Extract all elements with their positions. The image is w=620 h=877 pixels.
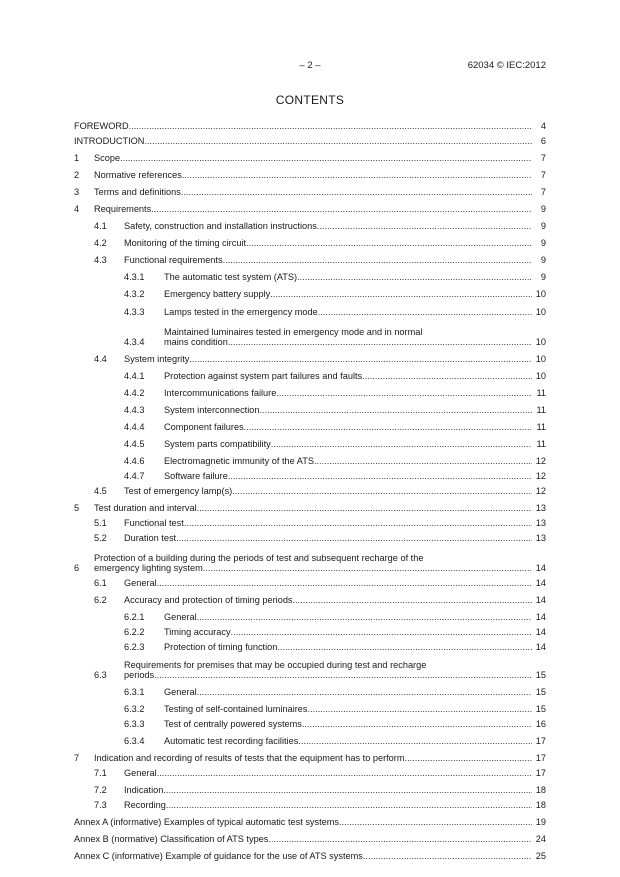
toc-entry[interactable] xyxy=(74,131,546,146)
toc-entry-title: Normative references xyxy=(94,169,182,180)
toc-entry-page: 15 xyxy=(535,687,546,698)
toc-entry-title: Test duration and interval xyxy=(94,503,197,514)
dot-leader xyxy=(260,405,533,415)
toc-entry-page: 11 xyxy=(536,439,546,450)
page-header xyxy=(74,60,546,74)
page-title: CONTENTS xyxy=(275,93,345,107)
toc-entry-title: Software failure xyxy=(164,471,228,482)
toc-entry-number: 6.2.1 xyxy=(124,612,145,623)
toc-entry-page: 15 xyxy=(535,669,546,680)
toc-entry-title: System parts compatibility xyxy=(164,439,271,450)
toc-entry-number: 4.4.1 xyxy=(124,370,145,381)
toc-entry-title-continued: emergency lighting system xyxy=(94,563,203,574)
toc-entry-title: Functional test xyxy=(124,518,184,529)
toc-entry-page: 11 xyxy=(536,387,546,398)
toc-entry-page: 4 xyxy=(540,120,546,131)
toc-entry[interactable] xyxy=(74,366,546,381)
toc-entry-title: Automatic test recording facilities xyxy=(164,736,299,747)
toc-entry[interactable] xyxy=(74,812,546,827)
toc-entry[interactable] xyxy=(74,199,546,214)
toc-entry-number: 4.4 xyxy=(94,353,107,364)
dot-leader xyxy=(197,503,532,513)
toc-entry[interactable] xyxy=(74,763,546,778)
toc-entry-number: 7 xyxy=(74,753,80,764)
dot-leader xyxy=(228,337,532,347)
toc-entry-number: 4 xyxy=(74,204,80,215)
toc-entry-number: 4.4.5 xyxy=(124,439,145,450)
toc-entry[interactable] xyxy=(74,652,546,680)
toc-entry-title: The automatic test system (ATS) xyxy=(164,272,298,283)
toc-entry[interactable] xyxy=(74,319,546,347)
toc-entry-number: 4.2 xyxy=(94,238,107,249)
toc-entry-number: 4.3.1 xyxy=(124,272,145,283)
dot-leader xyxy=(318,307,532,317)
toc-entry-title: Test of emergency lamp(s) xyxy=(124,486,233,497)
toc-entry-page: 10 xyxy=(535,289,546,300)
toc-entry-title: Duration test xyxy=(124,532,177,543)
toc-entry-page: 9 xyxy=(540,221,546,232)
toc-entry[interactable] xyxy=(74,699,546,714)
toc-entry-page: 11 xyxy=(536,422,546,433)
dot-leader xyxy=(176,533,532,543)
toc-entry-page: 13 xyxy=(535,503,546,514)
toc-entry-title: Indication and recording of results of tests that the equipment has to perform xyxy=(94,753,405,764)
dot-leader xyxy=(163,785,532,795)
toc-entry-title: Component failures xyxy=(164,422,244,433)
toc-entry-page: 9 xyxy=(540,204,546,215)
toc-entry-number: 4.3.3 xyxy=(124,306,145,317)
toc-entry-title: Test of centrally powered systems xyxy=(164,719,302,729)
toc-entry-title: System interconnection xyxy=(164,405,260,416)
toc-entry-page: 15 xyxy=(535,704,546,715)
toc-entry[interactable] xyxy=(74,513,546,528)
dot-leader xyxy=(362,371,532,381)
toc-entry-title: Emergency battery supply xyxy=(164,289,271,300)
toc-entry-title: FOREWORD xyxy=(74,120,129,131)
dot-leader xyxy=(120,153,532,163)
toc-entry-page: 6 xyxy=(540,135,546,146)
dot-leader xyxy=(182,170,532,180)
toc-entry[interactable] xyxy=(74,731,546,746)
toc-entry-page: 18 xyxy=(535,785,546,796)
dot-leader xyxy=(203,563,532,573)
dot-leader xyxy=(228,471,532,481)
toc-entry[interactable] xyxy=(74,607,546,622)
toc-entry[interactable] xyxy=(74,573,546,588)
toc-entry-number: 6.3 xyxy=(94,669,107,680)
dot-leader xyxy=(302,719,532,729)
toc-entry[interactable] xyxy=(74,349,546,364)
toc-entry-number: 5.2 xyxy=(94,532,107,543)
dot-leader xyxy=(157,578,532,588)
toc-entry-page: 18 xyxy=(535,800,546,811)
toc-entry[interactable] xyxy=(74,590,546,605)
toc-entry-page: 7 xyxy=(540,187,546,198)
toc-entry[interactable] xyxy=(74,116,546,131)
toc-entry-page: 7 xyxy=(540,152,546,163)
toc-entry-page: 14 xyxy=(535,563,546,574)
dot-leader xyxy=(405,753,532,763)
toc-entry-page: 11 xyxy=(536,405,546,416)
toc-entry-title: Protection of timing function xyxy=(164,641,278,652)
dot-leader xyxy=(181,187,532,197)
dot-leader xyxy=(197,687,532,697)
toc-entry-number: 5.1 xyxy=(94,518,107,529)
toc-entry-title: Annex B (normative) Classification of ATS types xyxy=(74,834,269,845)
toc-entry-page: 17 xyxy=(535,768,546,779)
dot-leader xyxy=(308,704,533,714)
toc-entry[interactable] xyxy=(74,302,546,317)
toc-entry-title: Annex C (informative) Example of guidance for the use of ATS systems xyxy=(74,851,363,862)
dot-leader xyxy=(244,422,532,432)
toc-entry-number: 6.1 xyxy=(94,578,107,589)
toc-entry[interactable] xyxy=(74,637,546,652)
toc-entry-number: 4.1 xyxy=(94,221,107,232)
dot-leader xyxy=(276,388,532,398)
toc-entry-page: 24 xyxy=(535,834,546,845)
toc-entry-number: 4.3.2 xyxy=(124,289,145,300)
toc-entry-title: General xyxy=(164,687,197,698)
toc-entry-number: 7.1 xyxy=(94,768,107,779)
toc-entry-number: 6 xyxy=(74,563,80,574)
toc-entry[interactable] xyxy=(74,383,546,398)
dot-leader xyxy=(154,670,532,680)
dot-leader xyxy=(339,817,532,827)
dot-leader xyxy=(144,136,532,146)
dot-leader xyxy=(271,439,532,449)
toc-entry-title: INTRODUCTION xyxy=(74,135,145,146)
toc-entry-number: 4.3 xyxy=(94,255,107,266)
toc-entry-number: 6.2.3 xyxy=(124,641,145,652)
toc-entry-title: Accuracy and protection of timing periods xyxy=(124,595,293,606)
toc-entry-title: Scope xyxy=(94,152,121,163)
toc-entry[interactable] xyxy=(74,829,546,844)
dot-leader xyxy=(277,642,532,652)
toc-entry-page: 19 xyxy=(535,817,546,828)
toc-entry[interactable] xyxy=(74,434,546,449)
toc-entry-title: Monitoring of the timing circuit xyxy=(124,238,247,249)
toc-entry-page: 12 xyxy=(535,471,546,482)
toc-entry-title: General xyxy=(124,578,157,589)
dot-leader xyxy=(231,627,532,637)
toc-entry[interactable] xyxy=(74,400,546,415)
toc-entry[interactable] xyxy=(74,216,546,231)
dot-leader xyxy=(293,595,532,605)
toc-entry[interactable] xyxy=(74,780,546,795)
toc-entry[interactable] xyxy=(74,714,546,729)
toc-entry-number: 4.3.4 xyxy=(124,336,145,347)
toc-entry[interactable] xyxy=(74,233,546,248)
toc-entry[interactable] xyxy=(74,182,546,197)
toc-entry-page: 9 xyxy=(540,255,546,266)
toc-entry-number: 3 xyxy=(74,187,80,198)
toc-entry-number: 1 xyxy=(74,152,80,163)
toc-entry-number: 4.4.4 xyxy=(124,422,145,433)
toc-entry-number: 6.3.4 xyxy=(124,736,145,747)
toc-entry-page: 10 xyxy=(535,353,546,364)
dot-leader xyxy=(189,354,532,364)
dot-leader xyxy=(317,221,532,231)
toc-entry-number: 2 xyxy=(74,169,80,180)
toc-entry[interactable] xyxy=(74,165,546,180)
toc-entry-title: Timing accuracy xyxy=(164,627,231,638)
dot-leader xyxy=(232,486,532,496)
toc-entry-number: 7.2 xyxy=(94,785,107,796)
toc-entry[interactable] xyxy=(74,451,546,466)
toc-entry-page: 17 xyxy=(535,736,546,747)
toc-entry[interactable] xyxy=(74,545,546,573)
toc-entry[interactable] xyxy=(74,682,546,697)
dot-leader xyxy=(363,851,532,861)
toc-entry-title-continued: mains condition xyxy=(164,336,228,347)
toc-entry-page: 9 xyxy=(540,238,546,249)
dot-leader xyxy=(166,800,532,810)
toc-entry-title: Requirements for premises that may be occupied during test and recharge xyxy=(124,659,427,670)
toc-entry[interactable] xyxy=(74,466,546,481)
toc-entry-title: Protection of a building during the periods of test and subsequent recharge of the xyxy=(94,553,424,564)
toc-entry[interactable] xyxy=(74,528,546,543)
toc-entry-page: 13 xyxy=(535,532,546,543)
toc-entry-number: 6.3.1 xyxy=(124,687,145,698)
toc-entry-title: Electromagnetic immunity of the ATS xyxy=(164,456,314,467)
toc-entry[interactable] xyxy=(74,417,546,432)
toc-entry-title: Functional requirements xyxy=(124,255,223,266)
toc-entry-title: General xyxy=(164,612,197,623)
toc-entry[interactable] xyxy=(74,481,546,496)
dot-leader xyxy=(246,238,532,248)
toc-entry-number: 4.4.7 xyxy=(124,471,145,482)
dot-leader xyxy=(223,255,532,265)
toc-entry[interactable] xyxy=(74,795,546,810)
dot-leader xyxy=(157,768,532,778)
toc-entry-number: 6.3.3 xyxy=(124,719,145,729)
toc-entry-page: 12 xyxy=(535,456,546,467)
toc-entry-number: 4.5 xyxy=(94,486,107,497)
toc-entry-page: 9 xyxy=(540,272,546,283)
toc-entry-page: 17 xyxy=(535,753,546,764)
dot-leader xyxy=(270,289,532,299)
dot-leader xyxy=(297,272,532,282)
toc-entry-title: Indication xyxy=(124,785,164,796)
toc-entry-page: 10 xyxy=(535,370,546,381)
toc-entry-title: General xyxy=(124,768,157,779)
dot-leader xyxy=(184,518,532,528)
toc-entry-page: 14 xyxy=(535,578,546,589)
dot-leader xyxy=(314,456,532,466)
toc-entry-title: Safety, construction and installation instructions xyxy=(124,221,317,232)
toc-entry-page: 14 xyxy=(535,595,546,606)
toc-entry[interactable] xyxy=(74,148,546,163)
toc-entry[interactable] xyxy=(74,622,546,637)
toc-entry-number: 7.3 xyxy=(94,800,107,811)
toc-entry-number: 5 xyxy=(74,503,80,514)
toc-entry-title: Annex A (informative) Examples of typical automatic test systems xyxy=(74,817,340,828)
toc-entry[interactable] xyxy=(74,846,546,861)
toc-entry[interactable] xyxy=(74,498,546,513)
dot-leader xyxy=(151,204,532,214)
dot-leader xyxy=(129,121,532,131)
dot-leader xyxy=(197,612,532,622)
toc-entry-number: 4.4.3 xyxy=(124,405,145,416)
toc-entry-page: 16 xyxy=(535,719,546,729)
toc-entry-title: Recording xyxy=(124,800,166,811)
toc-entry[interactable] xyxy=(74,285,546,300)
toc-entry-page: 13 xyxy=(535,518,546,529)
toc-entry-title: Testing of self-contained luminaires xyxy=(164,704,308,715)
toc-entry-page: 10 xyxy=(535,306,546,317)
toc-entry-page: 25 xyxy=(535,851,546,862)
toc-entry-page: 12 xyxy=(535,486,546,497)
toc-entry-number: 6.2 xyxy=(94,595,107,606)
toc-entry-number: 6.3.2 xyxy=(124,704,145,715)
toc-entry[interactable] xyxy=(74,748,546,763)
toc-entry-title: Requirements xyxy=(94,204,152,215)
toc-entry-page: 14 xyxy=(535,641,546,652)
toc-entry-title: Lamps tested in the emergency mode xyxy=(164,306,318,317)
toc-entry-page: 14 xyxy=(535,612,546,623)
toc-entry[interactable] xyxy=(74,250,546,265)
toc-entry-title: Terms and definitions xyxy=(94,187,181,198)
toc-entry-title-continued: periods xyxy=(124,669,155,680)
toc-entry-title: System integrity xyxy=(124,353,190,364)
toc-entry-page: 14 xyxy=(535,627,546,638)
toc-entry-number: 6.2.2 xyxy=(124,627,145,638)
table-of-contents xyxy=(74,116,546,861)
toc-entry-title: Maintained luminaires tested in emergency mode and in normal xyxy=(164,326,423,337)
document-id: 62034 © IEC:2012 xyxy=(467,60,546,71)
toc-entry-page: 10 xyxy=(535,336,546,347)
toc-entry-title: Protection against system part failures and faults xyxy=(164,370,363,381)
toc-entry-page: 7 xyxy=(540,169,546,180)
toc-entry-number: 4.4.2 xyxy=(124,387,145,398)
page-number: – 2 – xyxy=(299,60,321,71)
toc-entry-number: 4.4.6 xyxy=(124,456,145,467)
dot-leader xyxy=(298,736,532,746)
toc-entry-title: Intercommunications failure xyxy=(164,387,277,398)
toc-entry[interactable] xyxy=(74,268,546,283)
dot-leader xyxy=(268,834,532,844)
